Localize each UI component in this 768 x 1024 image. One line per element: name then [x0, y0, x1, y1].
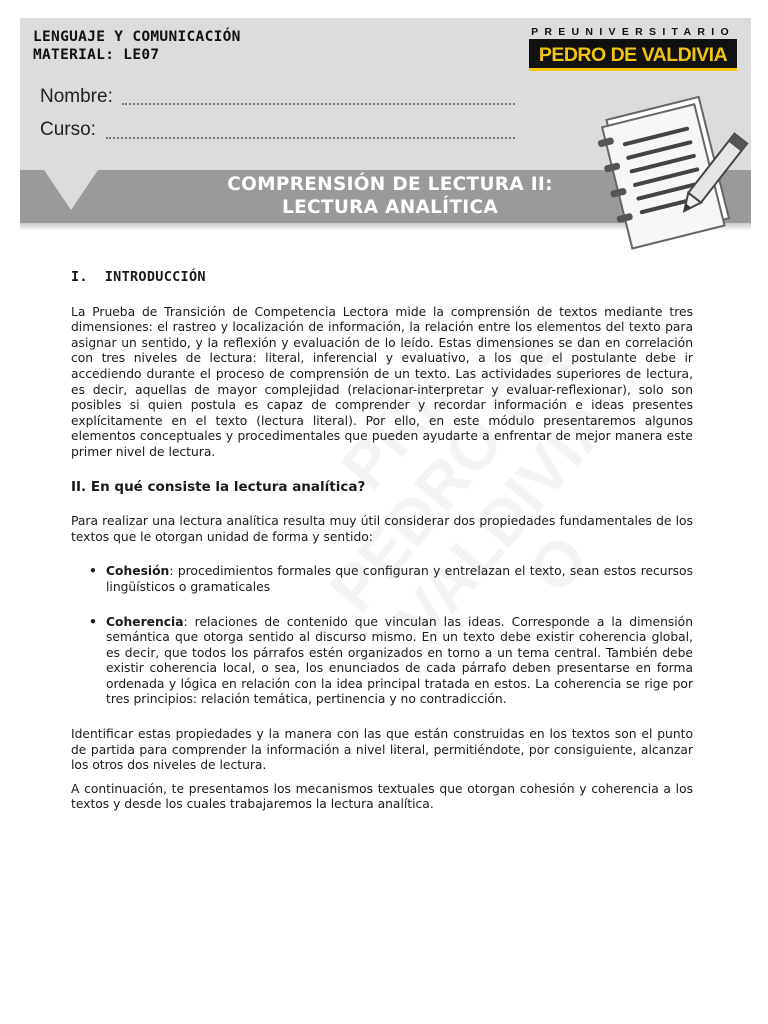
- list-item: [89, 564, 693, 595]
- definition-coherencia: : relaciones de contenido que vinculan las ideas. Corresponde a la dimensión semántica que otorga sentido al discurso mismo. En un texto debe existir coherencia global, es decir, que todos los párrafos estén organizados en torno a un tema central. También debe existir coherencia local, o sea, los enunciados de cada párrafo deben presentarse en forma ordenada y lógica en relación con la idea principal tratada en estos. La coherencia se rige por tres principios: relación temática, pertinencia y no contradicción.: [106, 614, 693, 707]
- section-2-intro: Para realizar una lectura analítica resulta muy útil considerar dos propiedades fundamentales de los textos que le otorgan unidad de forma y sentido:: [71, 514, 693, 544]
- course-label: Curso:: [40, 119, 96, 140]
- definition-cohesion: : procedimientos formales que configuran y entrelazan el texto, sean estos recursos lingüísticos o gramaticales: [106, 564, 693, 594]
- closing-paragraph-2: A continuación, te presentamos los mecanismos textuales que otorgan cohesión y coherencia a los textos y desde los cuales trabajaremos la lectura analítica.: [71, 781, 693, 812]
- brand-logo: PEDRO DE VALDIVIA: [529, 39, 737, 71]
- subject-block: [33, 28, 241, 64]
- header-notch: [44, 170, 98, 210]
- course-field-line[interactable]: [106, 137, 515, 139]
- document-title: [130, 173, 650, 219]
- material-code: MATERIAL: LE07: [33, 47, 160, 63]
- brand-top-text: PREUNIVERSITARIO: [531, 26, 735, 38]
- title-line-2: LECTURA ANALÍTICA: [282, 197, 498, 218]
- name-field-line[interactable]: [122, 103, 515, 105]
- title-line-1: COMPRENSIÓN DE LECTURA II:: [227, 174, 553, 195]
- list-item: [89, 614, 693, 709]
- term-coherencia: Coherencia: [106, 614, 184, 629]
- section-1-heading: I. INTRODUCCIÓN: [71, 269, 206, 285]
- intro-paragraph: La Prueba de Transición de Competencia Lectora mide la comprensión de textos mediante tres dimensiones: el rastreo y localización de información, la relación entre los elementos del texto para asignar un sentido, y la reflexión y evaluación de lo leído. Estas dimensiones se dan en correlación con tres niveles de lectura: literal, inferencial y evaluativo, a los que el postulante debe ir accediendo durante el proceso de comprensión de un texto. Las actividades superiores de lectura, es decir, aquellas de mayor complejidad (relacionar-interpretar y evaluar-reflexionar), solo son posibles si quien postula es capaz de comprender y recordar información e ideas presentes explícitamente en el texto (lectura literal). Por ello, en este módulo presentaremos algunos elementos conceptuales y procedimentales que pueden ayudarte a enfrentar de mejor manera este primer nivel de lectura.: [71, 304, 693, 459]
- term-cohesion: Cohesión: [106, 564, 170, 579]
- closing-paragraph-1: Identificar estas propiedades y la manera con las que están construidas en los textos son el punto de partida para comprender la información a nivel literal, permitiéndote, por consiguiente, alcanzar los otros dos niveles de lectura.: [71, 727, 693, 773]
- document-body: [71, 270, 693, 813]
- name-label: Nombre:: [40, 86, 113, 107]
- properties-list: [71, 564, 693, 708]
- subject-title: LENGUAJE Y COMUNICACIÓN: [33, 29, 241, 45]
- bullet-icon: •: [89, 614, 97, 629]
- bullet-icon: •: [89, 564, 97, 579]
- section-2-heading: II. En qué consiste la lectura analítica?: [71, 478, 366, 495]
